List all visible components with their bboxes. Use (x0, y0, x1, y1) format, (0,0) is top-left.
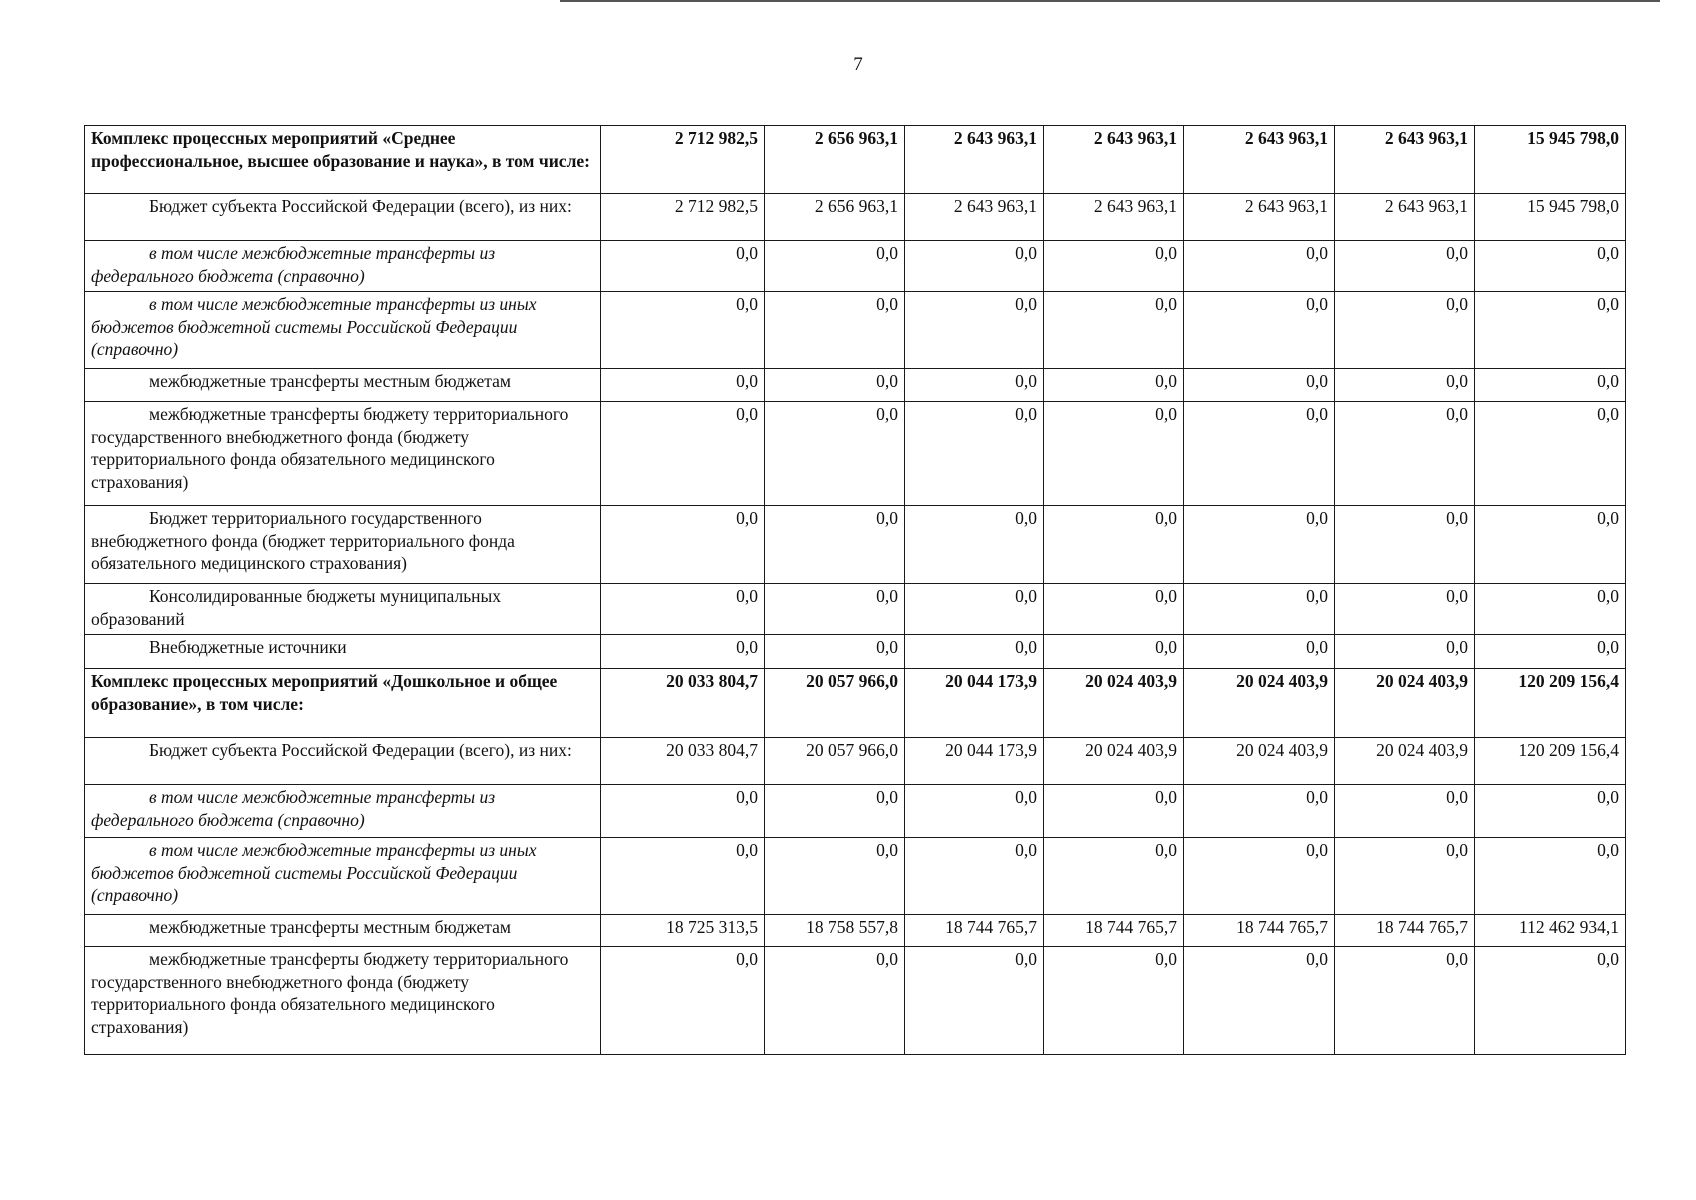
value-cell: 0,0 (1335, 402, 1475, 506)
row-label: в том числе межбюджетные трансферты из иных бюджетов бюджетной системы Российской Федерации (справочно) (85, 292, 601, 369)
value-cell: 0,0 (765, 402, 905, 506)
value-cell: 20 024 403,9 (1335, 738, 1475, 785)
value-cell: 18 725 313,5 (601, 915, 765, 947)
value-cell: 2 643 963,1 (1044, 194, 1184, 241)
value-cell: 18 744 765,7 (1184, 915, 1335, 947)
value-cell: 0,0 (1475, 584, 1626, 635)
value-cell: 0,0 (1044, 292, 1184, 369)
table-row (85, 738, 1626, 785)
value-cell: 0,0 (601, 241, 765, 292)
value-cell: 0,0 (1475, 947, 1626, 1055)
table-row (85, 947, 1626, 1055)
value-cell: 2 643 963,1 (905, 126, 1044, 194)
value-cell: 2 643 963,1 (1184, 126, 1335, 194)
value-cell: 20 044 173,9 (905, 738, 1044, 785)
value-cell: 0,0 (601, 584, 765, 635)
value-cell: 20 057 966,0 (765, 738, 905, 785)
table-row (85, 584, 1626, 635)
value-cell: 0,0 (1184, 241, 1335, 292)
value-cell: 0,0 (1044, 947, 1184, 1055)
value-cell: 18 744 765,7 (1335, 915, 1475, 947)
value-cell: 0,0 (905, 402, 1044, 506)
row-label: межбюджетные трансферты местным бюджетам (85, 369, 601, 402)
value-cell: 0,0 (601, 506, 765, 584)
value-cell: 0,0 (765, 369, 905, 402)
value-cell: 0,0 (765, 947, 905, 1055)
value-cell: 0,0 (765, 838, 905, 915)
row-label: межбюджетные трансферты местным бюджетам (85, 915, 601, 947)
value-cell: 0,0 (765, 506, 905, 584)
value-cell: 0,0 (905, 838, 1044, 915)
budget-table (84, 125, 1626, 1055)
value-cell: 0,0 (1044, 402, 1184, 506)
value-cell: 0,0 (1044, 785, 1184, 838)
value-cell: 20 033 804,7 (601, 669, 765, 738)
value-cell: 120 209 156,4 (1475, 669, 1626, 738)
value-cell: 0,0 (601, 635, 765, 669)
table-row (85, 402, 1626, 506)
value-cell: 0,0 (1044, 635, 1184, 669)
value-cell: 0,0 (601, 402, 765, 506)
row-label: Комплекс процессных мероприятий «Дошкольное и общее образование», в том числе: (85, 669, 601, 738)
value-cell: 2 712 982,5 (601, 194, 765, 241)
value-cell: 0,0 (1184, 785, 1335, 838)
table-row (85, 669, 1626, 738)
value-cell: 0,0 (1475, 635, 1626, 669)
value-cell: 20 033 804,7 (601, 738, 765, 785)
row-label: в том числе межбюджетные трансферты из иных бюджетов бюджетной системы Российской Федерации (справочно) (85, 838, 601, 915)
value-cell: 2 643 963,1 (1184, 194, 1335, 241)
row-label: Комплекс процессных мероприятий «Среднее профессиональное, высшее образование и наука», в том числе: (85, 126, 601, 194)
value-cell: 0,0 (1335, 506, 1475, 584)
value-cell: 0,0 (1335, 635, 1475, 669)
value-cell: 0,0 (601, 292, 765, 369)
value-cell: 0,0 (1184, 947, 1335, 1055)
value-cell: 0,0 (1475, 785, 1626, 838)
value-cell: 0,0 (601, 785, 765, 838)
value-cell: 0,0 (1044, 838, 1184, 915)
value-cell: 0,0 (1184, 584, 1335, 635)
table-row (85, 785, 1626, 838)
value-cell: 0,0 (1044, 584, 1184, 635)
value-cell: 0,0 (1184, 369, 1335, 402)
value-cell: 0,0 (601, 947, 765, 1055)
value-cell: 0,0 (1475, 402, 1626, 506)
value-cell: 0,0 (1335, 838, 1475, 915)
table-row (85, 915, 1626, 947)
table-row (85, 126, 1626, 194)
row-label: межбюджетные трансферты бюджету территориального государственного внебюджетного фонда (бюджету территориального фонда обязательного медицинского страхования) (85, 402, 601, 506)
table-row (85, 838, 1626, 915)
value-cell: 0,0 (1335, 241, 1475, 292)
value-cell: 0,0 (765, 635, 905, 669)
value-cell: 2 643 963,1 (1335, 126, 1475, 194)
value-cell: 112 462 934,1 (1475, 915, 1626, 947)
value-cell: 0,0 (905, 785, 1044, 838)
table-row (85, 241, 1626, 292)
row-label: в том числе межбюджетные трансферты из федерального бюджета (справочно) (85, 785, 601, 838)
value-cell: 18 744 765,7 (1044, 915, 1184, 947)
row-label: межбюджетные трансферты бюджету территориального государственного внебюджетного фонда (бюджету территориального фонда обязательного медицинского страхования) (85, 947, 601, 1055)
value-cell: 2 643 963,1 (1044, 126, 1184, 194)
value-cell: 0,0 (1044, 241, 1184, 292)
value-cell: 15 945 798,0 (1475, 194, 1626, 241)
table-row (85, 194, 1626, 241)
value-cell: 2 712 982,5 (601, 126, 765, 194)
value-cell: 0,0 (1475, 838, 1626, 915)
value-cell: 2 656 963,1 (765, 126, 905, 194)
value-cell: 0,0 (765, 241, 905, 292)
value-cell: 0,0 (765, 785, 905, 838)
value-cell: 0,0 (1475, 369, 1626, 402)
value-cell: 0,0 (905, 635, 1044, 669)
value-cell: 2 643 963,1 (905, 194, 1044, 241)
value-cell: 0,0 (601, 369, 765, 402)
value-cell: 0,0 (765, 584, 905, 635)
value-cell: 0,0 (601, 838, 765, 915)
value-cell: 0,0 (905, 369, 1044, 402)
value-cell: 0,0 (1335, 785, 1475, 838)
value-cell: 18 744 765,7 (905, 915, 1044, 947)
value-cell: 15 945 798,0 (1475, 126, 1626, 194)
value-cell: 0,0 (1475, 292, 1626, 369)
value-cell: 20 057 966,0 (765, 669, 905, 738)
value-cell: 0,0 (765, 292, 905, 369)
value-cell: 0,0 (905, 947, 1044, 1055)
value-cell: 2 643 963,1 (1335, 194, 1475, 241)
value-cell: 0,0 (1335, 947, 1475, 1055)
value-cell: 0,0 (1335, 292, 1475, 369)
value-cell: 0,0 (905, 292, 1044, 369)
value-cell: 0,0 (1475, 241, 1626, 292)
value-cell: 20 044 173,9 (905, 669, 1044, 738)
value-cell: 20 024 403,9 (1044, 738, 1184, 785)
value-cell: 20 024 403,9 (1044, 669, 1184, 738)
scan-top-border (560, 0, 1660, 2)
value-cell: 0,0 (905, 584, 1044, 635)
value-cell: 0,0 (1184, 635, 1335, 669)
value-cell: 0,0 (1335, 584, 1475, 635)
value-cell: 20 024 403,9 (1184, 738, 1335, 785)
row-label: Бюджет субъекта Российской Федерации (всего), из них: (85, 738, 601, 785)
table-row (85, 292, 1626, 369)
value-cell: 0,0 (1335, 369, 1475, 402)
row-label: Бюджет территориального государственного внебюджетного фонда (бюджет территориального фонда обязательного медицинского страхования) (85, 506, 601, 584)
value-cell: 0,0 (1044, 506, 1184, 584)
row-label: Внебюджетные источники (85, 635, 601, 669)
value-cell: 20 024 403,9 (1335, 669, 1475, 738)
value-cell: 0,0 (1184, 838, 1335, 915)
value-cell: 120 209 156,4 (1475, 738, 1626, 785)
value-cell: 0,0 (1475, 506, 1626, 584)
value-cell: 18 758 557,8 (765, 915, 905, 947)
table-row (85, 635, 1626, 669)
value-cell: 0,0 (905, 506, 1044, 584)
row-label: Консолидированные бюджеты муниципальных образований (85, 584, 601, 635)
value-cell: 0,0 (1184, 402, 1335, 506)
table-row (85, 369, 1626, 402)
value-cell: 2 656 963,1 (765, 194, 905, 241)
row-label: в том числе межбюджетные трансферты из федерального бюджета (справочно) (85, 241, 601, 292)
value-cell: 0,0 (1184, 506, 1335, 584)
value-cell: 20 024 403,9 (1184, 669, 1335, 738)
row-label: Бюджет субъекта Российской Федерации (всего), из них: (85, 194, 601, 241)
page-number: 7 (853, 54, 863, 75)
table-row (85, 506, 1626, 584)
value-cell: 0,0 (1184, 292, 1335, 369)
value-cell: 0,0 (1044, 369, 1184, 402)
value-cell: 0,0 (905, 241, 1044, 292)
